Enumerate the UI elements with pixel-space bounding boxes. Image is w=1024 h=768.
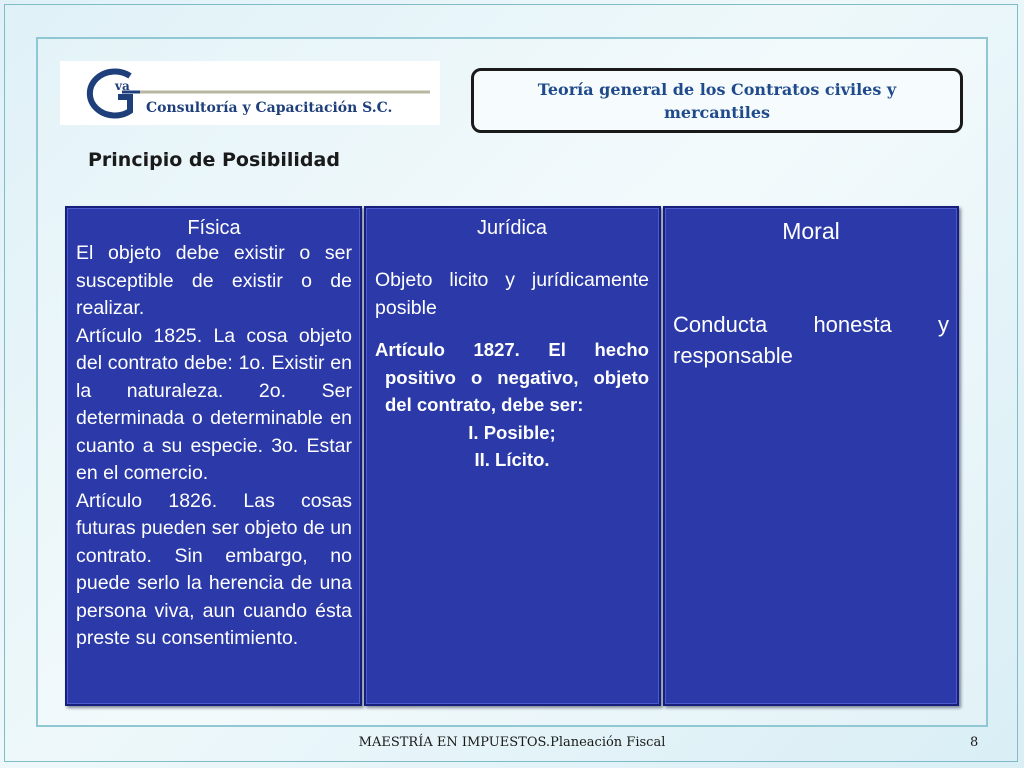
footer-text: MAESTRÍA EN IMPUESTOS.Planeación Fiscal xyxy=(358,735,666,750)
column-juridica-heading: Jurídica xyxy=(476,217,548,239)
article-item-2: II. Lícito. xyxy=(474,449,550,470)
section-subtitle: Principio de Posibilidad xyxy=(88,149,340,171)
column-juridica-article xyxy=(375,336,649,419)
column-juridica xyxy=(364,206,661,706)
page-number: 8 xyxy=(970,735,979,750)
title-box xyxy=(471,68,963,133)
column-fisica-paragraph-3: Artículo 1826. Las cosas futuras pueden ser objeto de un contrato. Sin embargo, no puede serlo la herencia de una persona viva, aun cuando ésta preste su consentimiento. xyxy=(76,489,352,649)
column-moral-heading: Moral xyxy=(782,218,840,244)
column-fisica-paragraph-1: El objeto debe existir o ser susceptible de existir o de realizar. xyxy=(76,242,352,319)
column-fisica-paragraph-2: Artículo 1825. La cosa objeto del contrato debe: 1o. Existir en la naturaleza. 2o. Ser determinada o determinable en cuanto a su especie. 3o. Estar en el comercio. xyxy=(76,324,352,484)
article-continuation: positivo o negativo, objeto del contrato, debe ser: xyxy=(385,366,649,415)
column-moral-text: Conducta honesta y responsable xyxy=(673,312,949,368)
logo-company-name: Consultoría y Capacitación S.C. xyxy=(146,100,393,116)
article-item-1: I. Posible; xyxy=(468,421,556,443)
logo-monogram: va xyxy=(115,79,130,93)
column-fisica-heading: Física xyxy=(187,217,241,239)
company-logo xyxy=(60,61,440,125)
column-fisica xyxy=(65,206,362,706)
slide-title: Teoría general de los Contratos civiles y mercantiles xyxy=(537,79,897,122)
column-juridica-text: Objeto licito y jurídicamente posible xyxy=(375,269,649,319)
column-moral xyxy=(663,206,959,706)
article-first-line: Artículo 1827. El hecho xyxy=(375,339,649,360)
